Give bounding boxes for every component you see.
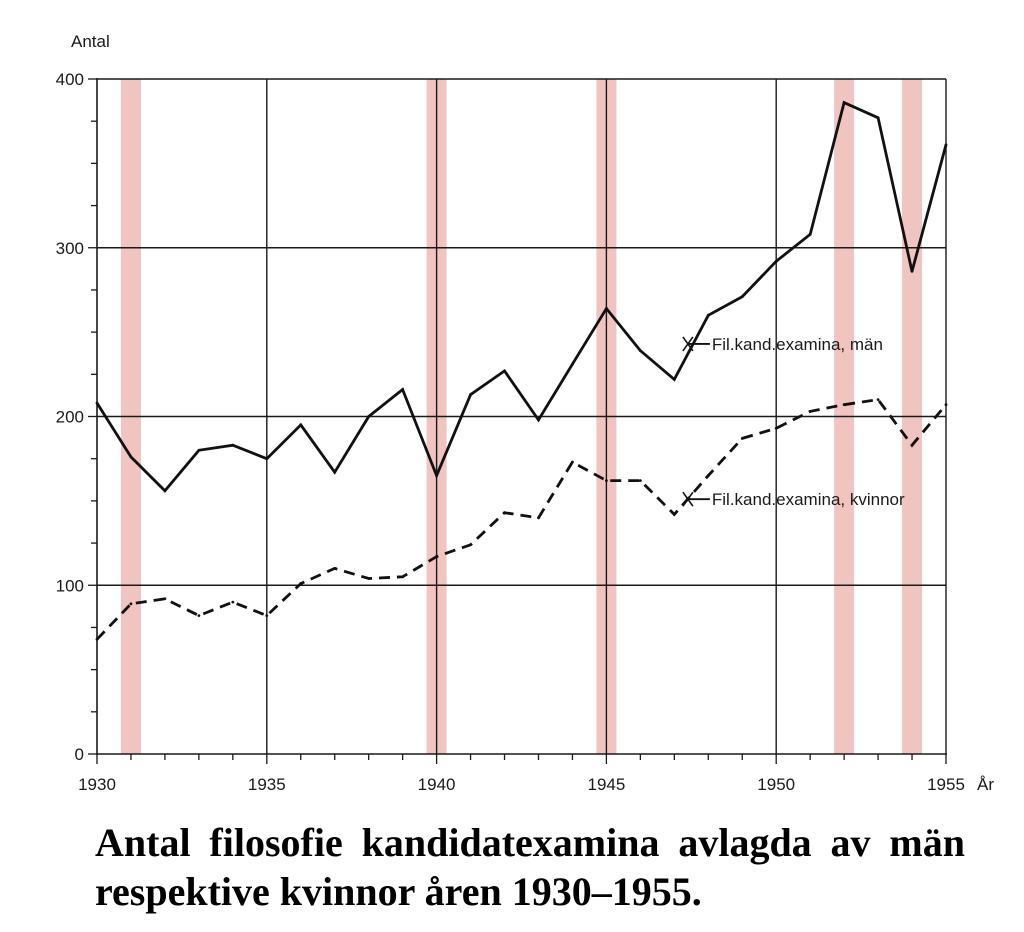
x-tick-label-1955: 1955	[927, 775, 965, 794]
data-point-1940	[435, 474, 438, 477]
data-point-1946	[639, 349, 642, 352]
data-point-1953	[877, 398, 880, 401]
grid-lines	[97, 79, 946, 754]
data-point-1936	[299, 424, 302, 427]
data-point-1935	[265, 614, 268, 617]
data-point-1954	[911, 270, 914, 273]
data-point-1942	[503, 511, 506, 514]
x-tick-label-1945: 1945	[587, 775, 626, 794]
data-point-1936	[299, 582, 302, 585]
data-point-1934	[231, 601, 234, 604]
x-tick-label-1950: 1950	[757, 775, 796, 794]
x-axis-label: År	[977, 775, 994, 794]
data-point-1946	[639, 479, 642, 482]
data-point-1950	[775, 427, 778, 430]
x-tick-label-1930: 1930	[78, 775, 116, 794]
data-point-1952	[843, 101, 846, 104]
data-point-1942	[503, 370, 506, 373]
data-point-1932	[164, 489, 167, 492]
data-point-1940	[435, 555, 438, 558]
data-point-1939	[401, 388, 404, 391]
data-point-1948	[707, 314, 710, 317]
data-point-1950	[775, 260, 778, 263]
series-line-kvinnor	[97, 400, 946, 640]
data-point-1939	[401, 575, 404, 578]
data-point-1931	[130, 602, 133, 605]
data-point-1947	[673, 513, 676, 516]
data-point-1953	[877, 116, 880, 119]
data-point-1949	[741, 295, 744, 298]
data-point-1932	[164, 597, 167, 600]
data-point-1955	[945, 143, 948, 146]
data-point-1941	[469, 543, 472, 546]
data-point-1945	[605, 479, 608, 482]
data-point-1931	[130, 456, 133, 459]
y-tick-label-200: 200	[55, 407, 84, 427]
data-point-1943	[537, 418, 540, 421]
y-axis-label: Antal	[71, 32, 110, 51]
data-point-1943	[537, 516, 540, 519]
data-point-1945	[605, 307, 608, 310]
data-point-1930	[96, 638, 99, 641]
tick-labels	[56, 70, 965, 794]
series-line-man	[97, 103, 946, 491]
data-point-1951	[809, 233, 812, 236]
y-tick-label-300: 300	[55, 238, 84, 258]
series-lines	[96, 101, 948, 640]
data-point-1948	[707, 474, 710, 477]
y-tick-label-0: 0	[74, 745, 84, 764]
y-tick-label-400: 400	[55, 70, 84, 89]
annotation-kvinnor	[683, 490, 905, 509]
data-point-1930	[96, 402, 99, 405]
data-point-1938	[367, 415, 370, 418]
annotation-label: Fil.kand.examina, män	[711, 334, 883, 354]
data-point-1955	[945, 403, 948, 406]
chart-title: Antal filosofie kandidatexamina avlagda av män respektive kvinnor åren 1930–1955.	[95, 820, 965, 914]
data-point-1937	[333, 567, 336, 570]
data-point-1952	[843, 403, 846, 406]
y-tick-label-100: 100	[55, 576, 84, 596]
axes	[88, 78, 947, 764]
annotation-man	[683, 335, 883, 354]
data-point-1933	[197, 449, 200, 452]
data-point-1941	[469, 393, 472, 396]
data-point-1951	[809, 410, 812, 413]
data-point-1954	[911, 444, 914, 447]
x-tick-label-1935: 1935	[247, 775, 286, 794]
data-point-1937	[333, 471, 336, 474]
data-point-1947	[673, 378, 676, 381]
data-point-1933	[197, 614, 200, 617]
x-tick-label-1940: 1940	[417, 775, 456, 794]
data-point-1949	[741, 437, 744, 440]
data-point-1944	[571, 461, 574, 464]
data-point-1935	[265, 457, 268, 460]
data-point-1938	[367, 577, 370, 580]
data-point-1944	[571, 363, 574, 366]
data-point-1934	[231, 444, 234, 447]
annotation-label: Fil.kand.examina, kvinnor	[711, 490, 905, 510]
annotations	[683, 335, 905, 509]
